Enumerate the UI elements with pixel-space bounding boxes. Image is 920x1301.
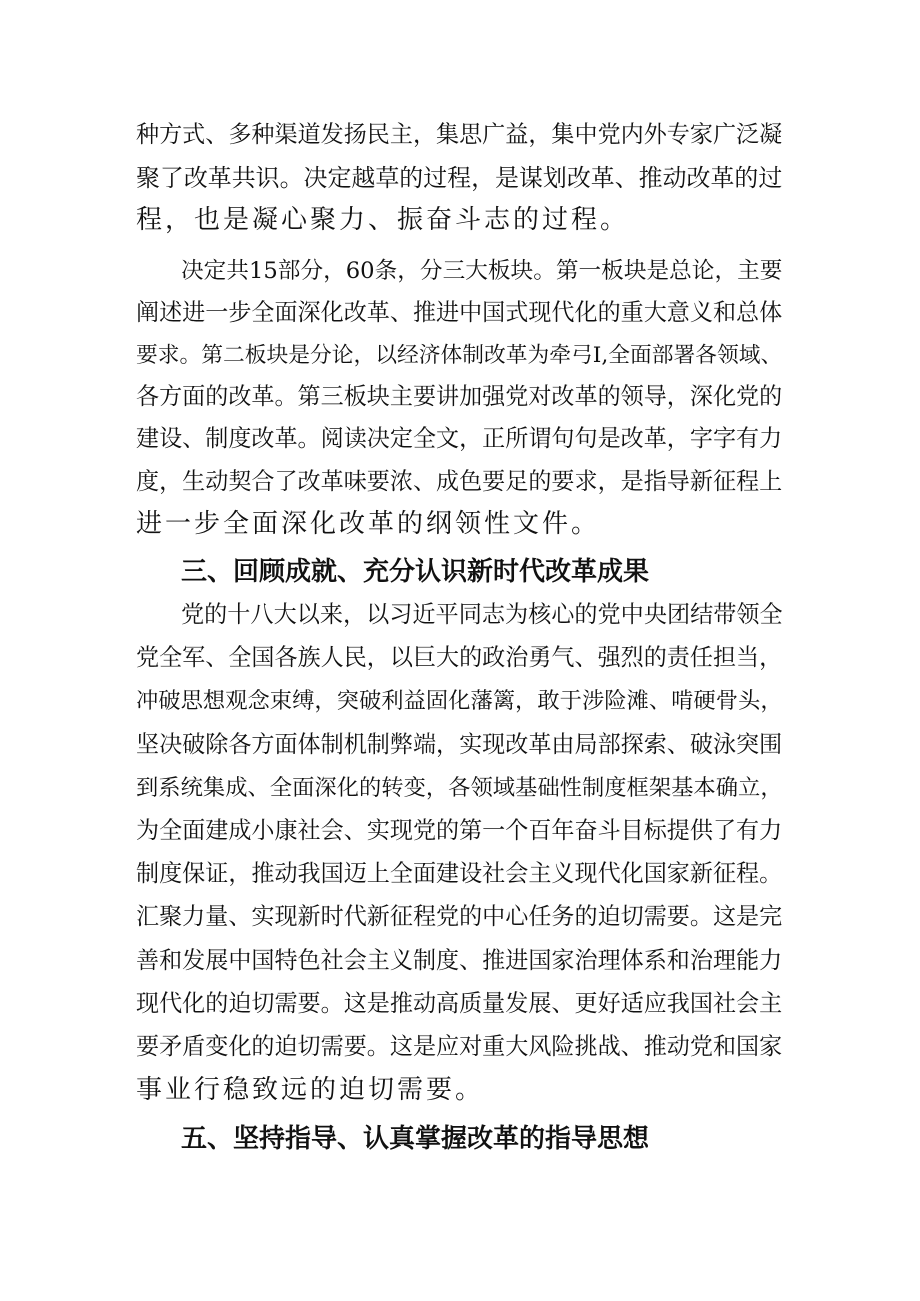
paragraph-3-line-2: 党全军、全国各族人民，以巨大的政治勇气、强烈的责任担当， [136, 645, 783, 671]
paragraph-2-line-5: 建设、制度改革。阅读决定全文，正所谓句句是改革，字字有力 [136, 426, 783, 452]
paragraph-2-line-4: 各方面的改革。第三板块主要讲加强党对改革的领导，深化党的 [136, 384, 783, 410]
paragraph-3-line-10: 现代化的迫切需要。这是推动高质量发展、更好适应我国社会主 [136, 991, 783, 1017]
paragraph-1-line-2: 聚了改革共识。决定越草的过程，是谋划改革、推动改革的过 [136, 164, 783, 192]
paragraph-3-line-7: 制度保证，推动我国迈上全面建设社会主义现代化国家新征程。 [136, 861, 783, 887]
paragraph-3-line-4: 坚决破除各方面体制机制弊端，实现改革由局部探索、破泳突围 [136, 732, 783, 758]
paragraph-3-line-8: 汇聚力量、实现新时代新征程党的中心任务的迫切需要。这是完 [136, 904, 783, 930]
paragraph-3-line-3: 冲破思想观念束缚，突破利益固化藩篱，敢于涉险滩、啃硬骨头， [136, 688, 783, 714]
paragraph-2-line-7: 进一步全面深化改革的纲领性文件。 [136, 509, 601, 539]
paragraph-3-line-9: 善和发展中国特色社会主义制度、推进国家治理体系和治理能力 [136, 948, 783, 974]
paragraph-3-line-1: 党的十八大以来，以习近平同志为核心的党中央团结带领全 [181, 602, 783, 628]
paragraph-2-line-2: 阐述进一步全面深化改革、推进中国式现代化的重大意义和总体 [136, 300, 783, 326]
paragraph-3-line-11: 要矛盾变化的迫切需要。这是应对重大风险挑战、推动党和国家 [136, 1034, 783, 1060]
paragraph-3-line-6: 为全面建成小康社会、实现党的第一个百年奋斗目标提供了有力 [136, 818, 783, 844]
paragraph-2-line-6: 度，生动契合了改革味要浓、成色要足的要求，是指导新征程上 [136, 469, 783, 495]
section-heading-5: 五、坚持指导、认真掌握改革的指导思想 [181, 1124, 650, 1154]
paragraph-2-line-3: 要求。第二板块是分论，以经济体制改革为牵弓I,全面部署各领域、 [136, 343, 783, 368]
paragraph-3-line-12: 事业行稳致远的迫切需要。 [136, 1075, 485, 1105]
paragraph-3-line-5: 到系统集成、全面深化的转变，各领域基础性制度框架基本确立， [136, 775, 783, 801]
section-heading-3: 三、回顾成就、充分认识新时代改革成果 [181, 557, 650, 587]
paragraph-1-line-3: 程，也是凝心聚力、振奋斗志的过程。 [136, 205, 630, 235]
paragraph-2-line-1: 决定共15部分，60条，分三大板块。第一板块是总论，主要 [181, 258, 783, 284]
paragraph-1-line-1: 种方式、多种渠道发扬民主，集思广益，集中党内外专家广泛凝 [136, 122, 783, 148]
